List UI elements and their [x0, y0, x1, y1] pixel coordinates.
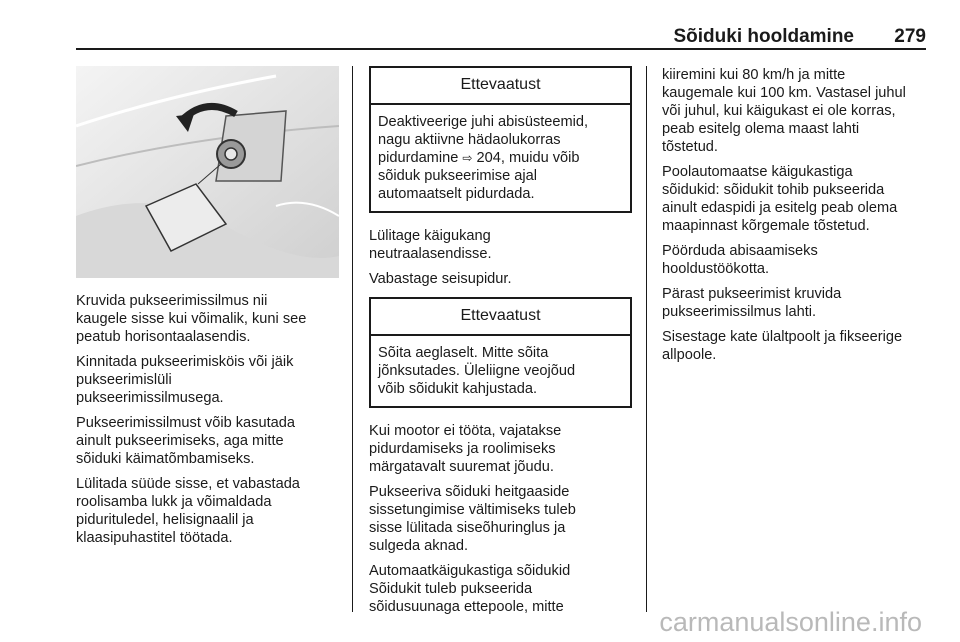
paragraph: Pukseeriva sõiduki heitgaaside sissetungimise vältimiseks tuleb sisse lülitada siseõhuringlus ja sulgeda aknad. [369, 484, 576, 554]
caution-text-part: Deaktiveerige juhi abisüsteemid, nagu aktiivne hädaolukorras pidurdamine [378, 114, 589, 166]
column-divider-left [352, 66, 353, 612]
paragraph: Poolautomaatse käigukastiga sõidukid: sõidukit tohib pukseerida ainult edaspidi ja esitelg peab olema maapinnast kõrgemale tõstetud. [662, 164, 898, 234]
section-title: Sõiduki hooldamine [673, 26, 854, 47]
paragraph: Kui mootor ei tööta, vajatakse pidurdamiseks ja roolimiseks märgatavalt suuremat jõudu. [369, 423, 562, 475]
caution-heading: Ettevaatust [371, 299, 630, 336]
header-rule [76, 48, 926, 50]
page-header [76, 0, 926, 50]
paragraph: Kinnitada pukseerimisköis või jäik pukseerimislüli pukseerimissilmusega. [76, 354, 294, 406]
caution-box [369, 297, 632, 408]
paragraph: Pukseerimissilmust võib kasutada ainult pukseerimiseks, aga mitte sõiduki käimatõmbamiseks. [76, 415, 295, 467]
paragraph: Lülitada süüde sisse, et vabastada roolisamba lukk ja võimaldada pidurituledel, helisignaalil ja klaasipuhastitel töötada. [76, 476, 300, 546]
page-number: 279 [894, 26, 926, 47]
page-reference-icon: ⇨ [462, 151, 473, 165]
middle-column [369, 66, 632, 623]
paragraph: Automaatkäigukastiga sõidukid Sõidukit tuleb pukseerida sõidusuunaga ettepoole, mitte [369, 563, 571, 615]
caution-text: Sõita aeglaselt. Mitte sõita jõnksutades. Üleliigne veojõud võib sõidukit kahjustada. [378, 345, 576, 397]
watermark: carmanualsonline.info [659, 607, 922, 637]
right-column [662, 66, 954, 371]
paragraph: Pöörduda abisaamiseks hooldustöökotta. [662, 243, 818, 277]
towing-eye-illustration [76, 66, 339, 278]
caution-heading: Ettevaatust [371, 68, 630, 105]
paragraph: Pärast pukseerimist kruvida pukseerimissilmus lahti. [662, 286, 842, 320]
paragraph: Sisestage kate ülaltpoolt ja fikseerige allpoole. [662, 329, 903, 363]
caution-text [371, 105, 630, 211]
paragraph: Vabastage seisupidur. [369, 271, 512, 287]
paragraph: Lülitage käigukang neutraalasendisse. [369, 228, 492, 262]
caution-box [369, 66, 632, 213]
paragraph: Kruvida pukseerimissilmus nii kaugele sisse kui võimalik, kuni see peatub horisontaalasendis. [76, 293, 307, 345]
paragraph: kiiremini kui 80 km/h ja mitte kaugemale kui 100 km. Vastasel juhul või juhul, kui käigukast ei ole korras, peab esitelg olema maast lahti tõstetud. [662, 67, 906, 155]
column-divider-right [646, 66, 647, 612]
left-column [76, 292, 344, 554]
caution-text-part: 204, muidu võib sõiduk pukseerimise ajal automaatselt pidurdada. [378, 150, 580, 202]
